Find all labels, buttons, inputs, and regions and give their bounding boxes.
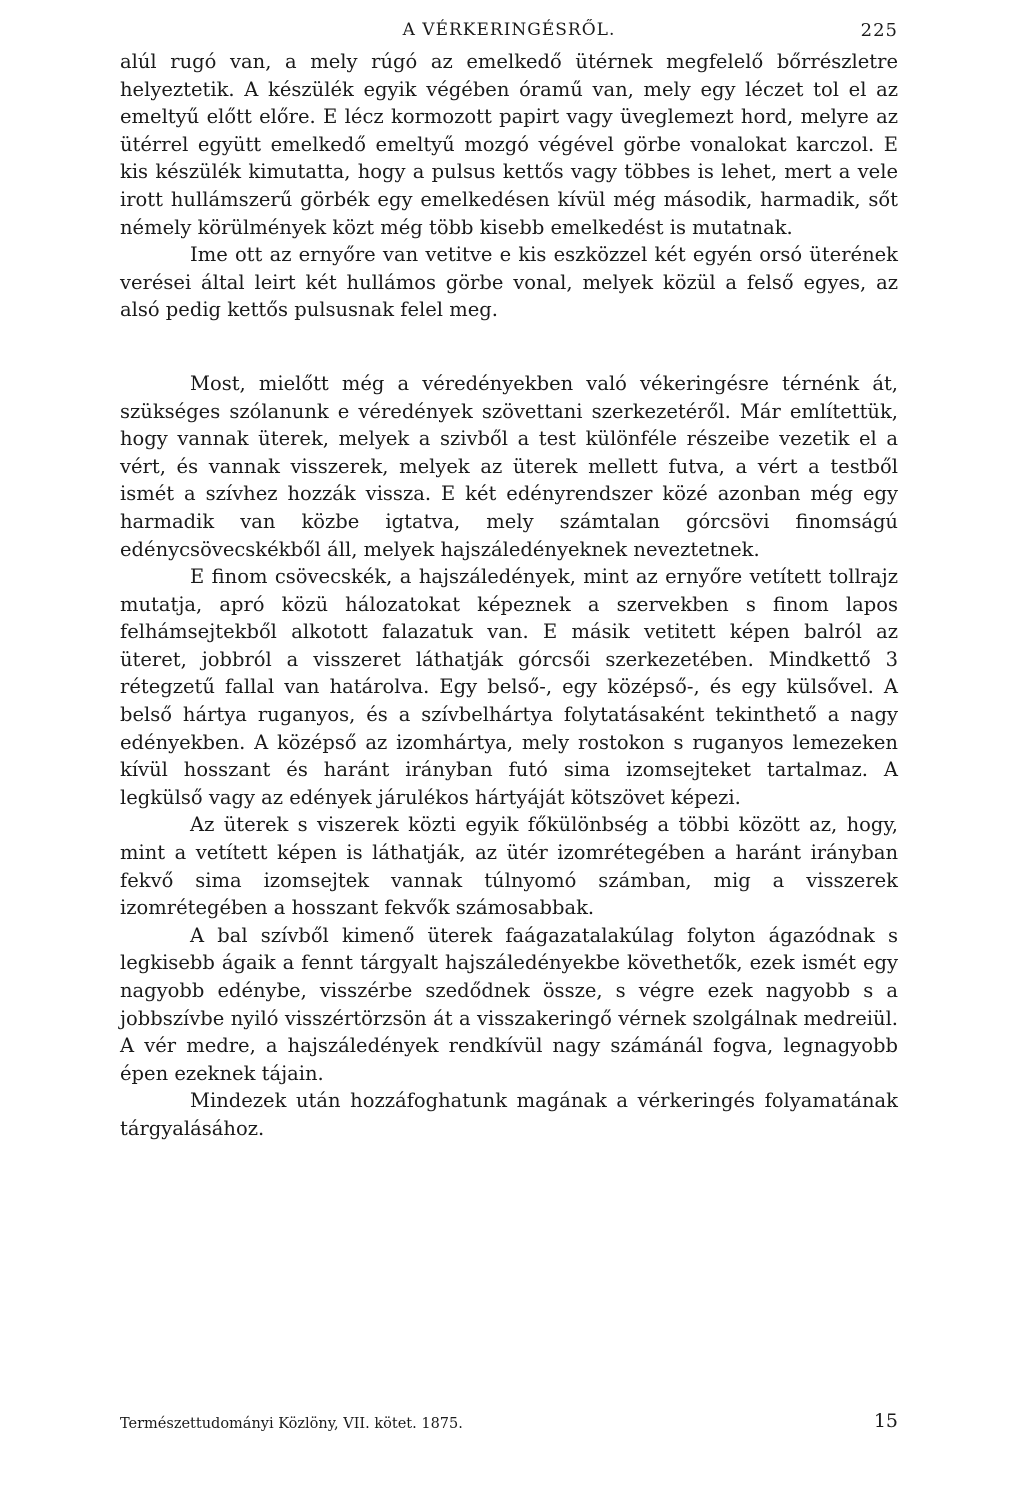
paragraph-4: E finom csövecskék, a hajszáledények, mint az ernyőre vetített tollrajz mutatja, apró közü hálozatokat képeznek a szervekben s finom lapos felhámsejtekből alkotott falazatuk van. E másik vetitett képen balról az üteret, jobbról a visszeret láthatják górcsői szerkezetében. Mindkettő 3 rétegzetű fallal van határolva. Egy belső-, egy középső-, és egy külsővel. A belső hártya ruganyos, és a szívbelhártya folytatásaként tekinthető a nagy edényekben. A középső az izomhártya, mely rostokon s ruganyos lemezeken kívül hosszant és haránt irányban futó sima izomsejteket tartalmaz. A legkülső vagy az edények járulékos hártyáját kötszövet képezi. [120,565,898,809]
running-title: A VÉRKERINGÉSRŐL. [402,20,616,40]
paragraph-1: alúl rugó van, a mely rúgó az emelkedő ütérnek megfelelő bőrrészletre helyeztetik. A készülék egyik végében óramű van, mely egy léczet tol el az emeltyű előtt előre. E lécz kormozott papirt vagy üveglemezt hord, melyre az ütérrel együtt emelkedő emeltyű mozgó végével görbe vonalokat karczol. E kis készülék kimutatta, hogy a pulsus kettős vagy többes is lehet, mert a vele irott hullámszerű görbék egy emelkedésen kívül még második, harmadik, sőt némely körülmények közt még több kisebb emelkedést is mutatnak. [120,50,898,239]
signature-mark: 15 [873,1410,898,1432]
paragraph-5: Az üterek s viszerek közti egyik főkülönbség a többi között az, hogy, mint a vetített képen is láthatják, az ütér izomrétegében a haránt irányban fekvő sima izomsejtek vannak túlnyomó számban, mig a visszerek izomrétegében a hosszant fekvők számosabbak. [120,813,898,920]
paragraph-2: Ime ott az ernyőre van vetitve e kis eszközzel két egyén orsó üterének verései által leirt két hullámos görbe vonal, melyek közül a felső egyes, az alsó pedig kettős pulsusnak felel meg. [120,243,898,322]
page-body [120,18,898,1143]
section-break [120,324,898,370]
paragraph-6: A bal szívből kimenő üterek faágazatalakúlag folyton ágazódnak s legkisebb ágaik a fennt tárgyalt hajszáledényekbe követhetők, ezek ismét egy nagyobb edénybe, visszérbe szedődnek össze, s végre ezek nagyobb s a jobbszívbe nyiló visszértörzsön át a visszakeringő vérnek szolgálnak medreiül. A vér medre, a hajszáledények rendkívül nagy számánál fogva, legnagyobb épen ezeknek tájain. [120,923,898,1085]
paragraph-7: Mindezek után hozzáfoghatunk magának a vérkeringés folyamatának tárgyalásához. [120,1089,898,1140]
paragraph-3: Most, mielőtt még a véredényekben való vékeringésre térnénk át, szükséges szólanunk e véredények szövettani szerkezetéről. Már említettük, hogy vannak üterek, melyek a szivből a test különféle részeibe vezetik el a vért, és vannak visszerek, melyek az üterek mellett futva, a vért a testből ismét a szívhez hozzák vissza. E két edényrendszer közé azonban még egy harmadik van közbe igtatva, mely számtalan górcsövi finomságú edénycsövecskékből áll, melyek hajszáledényeknek neveztetnek. [120,371,898,561]
journal-citation: Természettudományi Közlöny, VII. kötet. 1875. [120,1416,463,1432]
page-number: 225 [860,20,898,41]
running-head [120,18,898,48]
